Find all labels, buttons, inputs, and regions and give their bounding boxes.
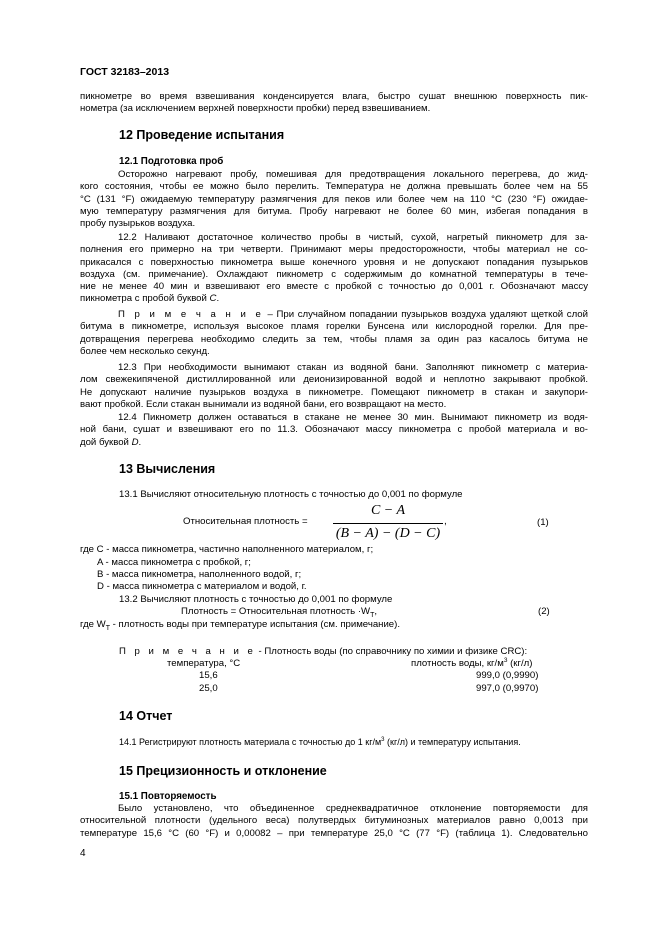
paragraph-13-2: 13.2 Вычисляют плотность с точностью до 0,001 по формуле — [119, 594, 393, 605]
document-header: ГОСТ 32183–2013 — [80, 66, 170, 78]
paragraph-12-4 — [80, 412, 588, 449]
definition-c: где C - масса пикнометра, частично наполненного материалом, г; — [80, 544, 374, 555]
formula-1-label: Относительная плотность = — [183, 516, 308, 527]
section-12-title: 12 Проведение испытания — [119, 128, 285, 142]
section-14-title: 14 Отчет — [119, 709, 173, 723]
formula-1-denominator: (B − A) − (D − C) — [335, 526, 441, 541]
text-fragment: где W — [80, 619, 106, 630]
paragraph-12-3 — [80, 362, 588, 411]
text-fragment: (кг/л) — [507, 658, 533, 670]
text-fragment: пикнометра с пробой буквой — [80, 293, 210, 305]
text-line: прикасался с поверхностью пикнометра выше конечного уровня и не допускают попадания пузырьков — [80, 256, 588, 268]
section-13-title: 13 Вычисления — [119, 462, 216, 476]
text-line: 12.2 Наливают достаточное количество пробы в чистый, сухой, нагретый пикнометр для за- — [118, 232, 588, 243]
text-line: Осторожно нагревают пробу, помешивая для предотвращения локального перегрева, до жид- — [118, 169, 588, 180]
intro-paragraph — [80, 91, 588, 116]
note-1 — [80, 309, 588, 358]
text-line: пробу пузырьков воздуха. — [80, 218, 196, 230]
table-cell: 25,0 — [199, 683, 218, 694]
text-fragment: плотность воды, кг/м — [411, 658, 504, 670]
text-fragment: дой буквой — [80, 436, 132, 448]
paragraph-14-1: 14.1 Регистрируют плотность материала с точностью до 1 $кг/м^3$ (кг/л) и температуру испытания. — [119, 737, 521, 747]
text-fragment: - плотность воды при температуре испытания (см. примечание). — [110, 619, 401, 630]
text-line: Не допускают наличие пузырьков воздуха в пикнометре. Помещают пикнометр в стакан и закупори- — [80, 386, 588, 398]
definition-a: A - масса пикнометра с пробкой, г; — [97, 557, 251, 568]
paragraph-15-1 — [80, 803, 588, 840]
table-cell: 997,0 (0,9970) — [476, 683, 539, 694]
text-line: воздуха (см. примечание). Охлаждают пикнометр с содержимым до комнатной температуры в тече- — [80, 268, 588, 280]
text-line: полнения его примерно на три четверти. Принимают меры предосторожности, чтобы материал не со- — [80, 244, 588, 256]
paragraph-12-2 — [80, 232, 588, 306]
note-2 — [119, 646, 527, 657]
text-line: битума в пикнометре, используя высокое пламя горелки Бунсена или кислородной горелки. Для пре- — [80, 321, 588, 333]
definition-wt — [80, 619, 400, 632]
paragraph-13-1: 13.1 Вычисляют относительную плотность с точностью до 0,001 по формуле — [119, 489, 463, 500]
text-line: 12.4 Пикнометр должен оставаться в стакане не менее 30 мин. Вынимают пикнометр из водя- — [118, 412, 588, 423]
subscript: T — [370, 611, 375, 619]
formula-1-fraction — [333, 503, 443, 542]
text-line — [80, 309, 588, 321]
text-line: 12.3 При необходимости вынимают стакан из водяной бани. Заполняют пикнометр с материа- — [118, 362, 588, 373]
subsection-12-1-title: 12.1 Подготовка проб — [119, 156, 224, 167]
text-line: пикнометра с пробой буквой C. — [80, 293, 220, 305]
text-line: Было установлено, что объединенное среднеквадратичное отклонение повторяемости для — [118, 803, 588, 814]
subscript: T — [105, 624, 111, 632]
note-label: П р и м е ч а н и е — [119, 646, 256, 657]
table-header-temperature: температура, °C — [167, 658, 241, 669]
subsection-15-1-title: 15.1 Повторяемость — [119, 791, 217, 802]
text-fragment: 14.1 Регистрируют плотность материала с точностью до 1 кг/м — [119, 737, 382, 747]
formula-1-label-text: Относительная плотность — [183, 516, 300, 527]
fraction-bar — [333, 523, 443, 524]
text-line: нометра (за исключением верхней поверхности пробки) перед взвешиванием. — [80, 103, 431, 115]
text-line: относительной плотности (удельного веса) полутвердых битуминозных материалов равно 0,0013 при — [80, 815, 588, 827]
formula-2: Плотность = Относительная плотность $\cdot W_T$, — [181, 606, 378, 619]
text-fragment: - Плотность воды (по справочнику по химии и физике CRC): — [255, 646, 528, 657]
page-number: 4 — [80, 848, 86, 859]
table-cell: 999,0 (0,9990) — [476, 670, 539, 681]
text-line: мую температуру размягчения для битума. Пробу нагревают не более 60 мин, избегая попадания в — [80, 205, 588, 217]
text-line: °C (131 °F) ожидаемую температуру размягчения для пеков или более чем на 110 °C (230 °F) ожидае- — [80, 193, 588, 205]
formula-2-text: Плотность = Относительная плотность ·W — [181, 606, 371, 617]
formula-1-numerator: C − A — [370, 503, 406, 518]
section-15-title: 15 Прецизионность и отклонение — [119, 764, 327, 778]
text-line: лом свежекипяченой дистиллированной или деионизированной водой и неплотно закрывают пробкой. — [80, 374, 588, 386]
text-line: ной бани, сушат и взвешивают его по 11.3. Обозначают массу пикнометра с пробой материала и во- — [80, 424, 588, 436]
table-cell: 15,6 — [199, 670, 218, 681]
text-line: температуре 15,6 °C (60 °F) и 0,00082 – при температуре 25,0 °C (77 °F) (таблица 1). Следовательно — [80, 827, 588, 839]
definition-b: B - масса пикнометра, наполненного водой, г; — [97, 569, 302, 580]
text-line: дотвращения перегрева необходимо следить за тем, чтобы пламя за один раз касалось битума не — [80, 333, 588, 345]
text-line: дой буквой D. — [80, 436, 142, 448]
definition-d: D - масса пикнометра с материалом и водой, г. — [97, 581, 307, 592]
variable-d: D — [131, 436, 139, 448]
text-fragment: (кг/л) и температуру испытания. — [384, 737, 521, 747]
text-line: пикнометре во время взвешивания конденсируется влага, быстро сушат внешнюю поверхность пик- — [80, 91, 588, 102]
text-line: более чем несколько секунд. — [80, 345, 210, 357]
variable-c: C — [209, 293, 217, 305]
text-fragment: – При случайном попадании пузырьков воздуха удаляют щеткой слой — [263, 309, 589, 320]
text-line: кого состояния, чтобы ее можно было перелить. Температура не должна превышать более чем на 55 — [80, 181, 588, 193]
text-line: ние не менее 40 мин и взвешивают его вместе с пробкой с точностью до 0,001 г. Обозначают массу — [80, 281, 588, 293]
formula-1-comma: , — [444, 516, 447, 527]
text-line: вают пробкой. Если стакан вынимали из водяной бани, его возвращают на место. — [80, 398, 447, 410]
paragraph-12-1 — [80, 169, 588, 230]
formula-2-number: (2) — [538, 606, 550, 617]
note-label: П р и м е ч а н и е — [118, 309, 264, 320]
formula-1-number: (1) — [537, 517, 549, 528]
table-header-density: плотность воды, $кг/м^3$ (кг/л) — [411, 657, 533, 670]
